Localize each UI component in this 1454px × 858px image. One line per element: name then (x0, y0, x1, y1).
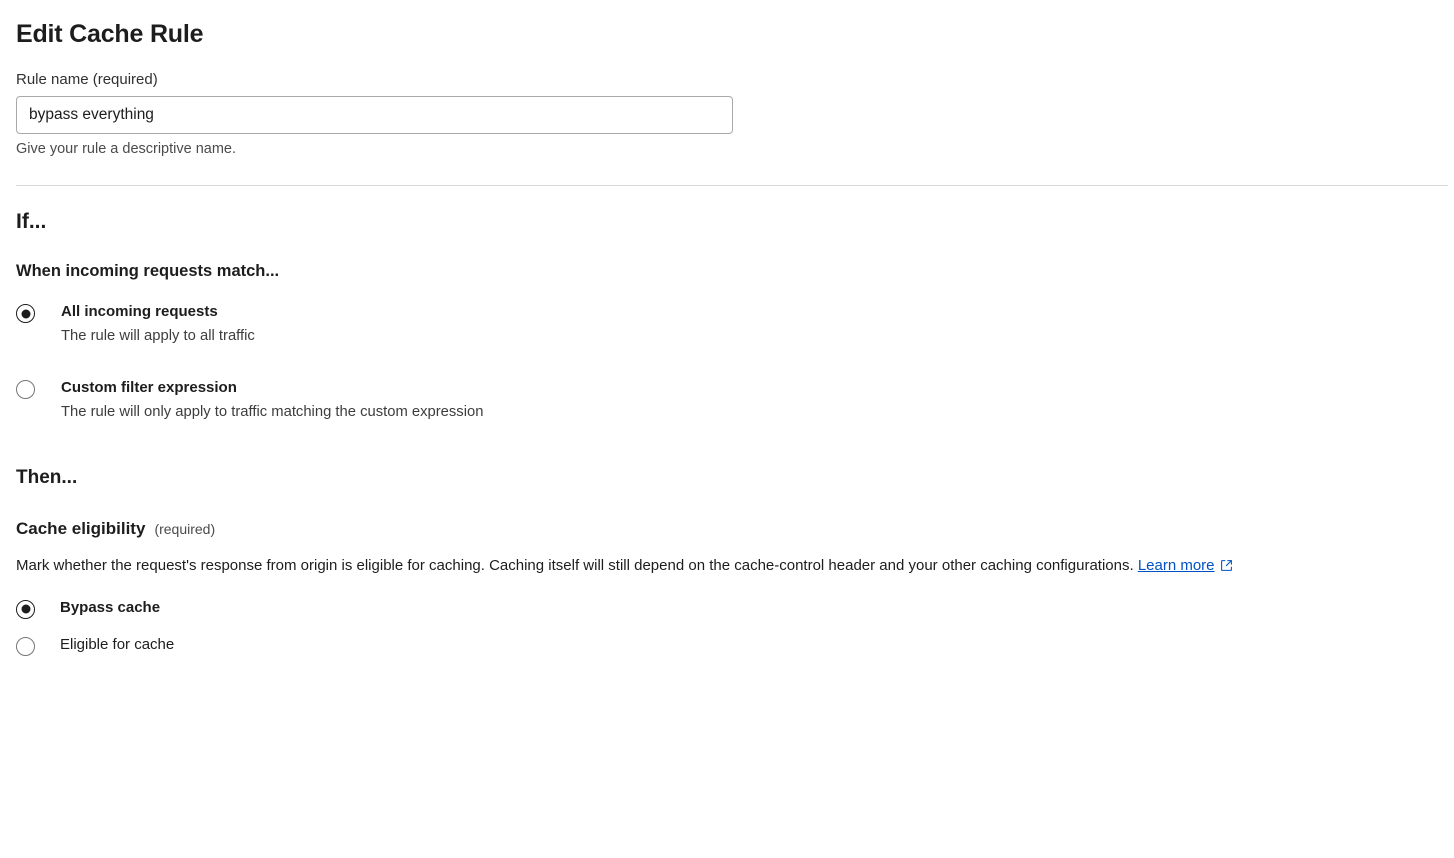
radio-option-bypass-cache[interactable] (16, 599, 1438, 619)
radio-option-eligible-for-cache[interactable] (16, 636, 1438, 656)
radio-custom-filter-expression-description: The rule will only apply to traffic matching the custom expression (61, 403, 484, 420)
radio-all-incoming-requests-description: The rule will apply to all traffic (61, 327, 255, 344)
radio-custom-filter-expression-label: Custom filter expression (61, 379, 237, 397)
cache-eligibility-required-note: (required) (154, 521, 216, 538)
radio-eligible-for-cache-indicator[interactable] (16, 637, 35, 656)
radio-option-custom-filter-expression[interactable] (16, 379, 1438, 421)
radio-eligible-for-cache-texts (60, 636, 174, 655)
page-title: Edit Cache Rule (16, 20, 204, 48)
radio-custom-filter-expression-texts (61, 379, 483, 421)
radio-all-incoming-requests-texts (61, 303, 255, 345)
cache-eligibility-header (16, 519, 1438, 539)
rule-name-input[interactable] (16, 96, 733, 134)
rule-name-help-text: Give your rule a descriptive name. (16, 141, 237, 157)
radio-bypass-cache-indicator[interactable] (16, 600, 35, 619)
rule-name-label: Rule name (required) (16, 71, 158, 88)
external-link-icon (1220, 557, 1233, 578)
radio-all-incoming-requests-label: All incoming requests (61, 303, 218, 320)
radio-option-all-incoming-requests[interactable] (16, 303, 1438, 345)
rule-name-field-group (16, 71, 1438, 157)
if-section-title: If... (16, 210, 47, 233)
cache-eligibility-radio-group (16, 599, 1438, 656)
then-section-title: Then... (16, 467, 78, 489)
cache-eligibility-description-text: Mark whether the request's response from origin is eligible for caching. Caching itself will still depend on the cache-control header and your other caching configurations. (16, 557, 1134, 575)
cache-eligibility-label: Cache eligibility (16, 519, 146, 539)
cache-eligibility-description (16, 555, 1436, 578)
if-section-subtitle: When incoming requests match... (16, 262, 280, 280)
radio-all-incoming-requests-indicator[interactable] (16, 304, 35, 323)
radio-bypass-cache-texts (60, 599, 160, 618)
section-divider (16, 185, 1448, 186)
learn-more-link[interactable]: Learn more (1137, 557, 1215, 575)
radio-custom-filter-expression-indicator[interactable] (16, 380, 35, 399)
incoming-requests-radio-group (16, 303, 1438, 421)
radio-bypass-cache-label: Bypass cache (60, 598, 161, 616)
radio-eligible-for-cache-label: Eligible for cache (60, 635, 175, 653)
